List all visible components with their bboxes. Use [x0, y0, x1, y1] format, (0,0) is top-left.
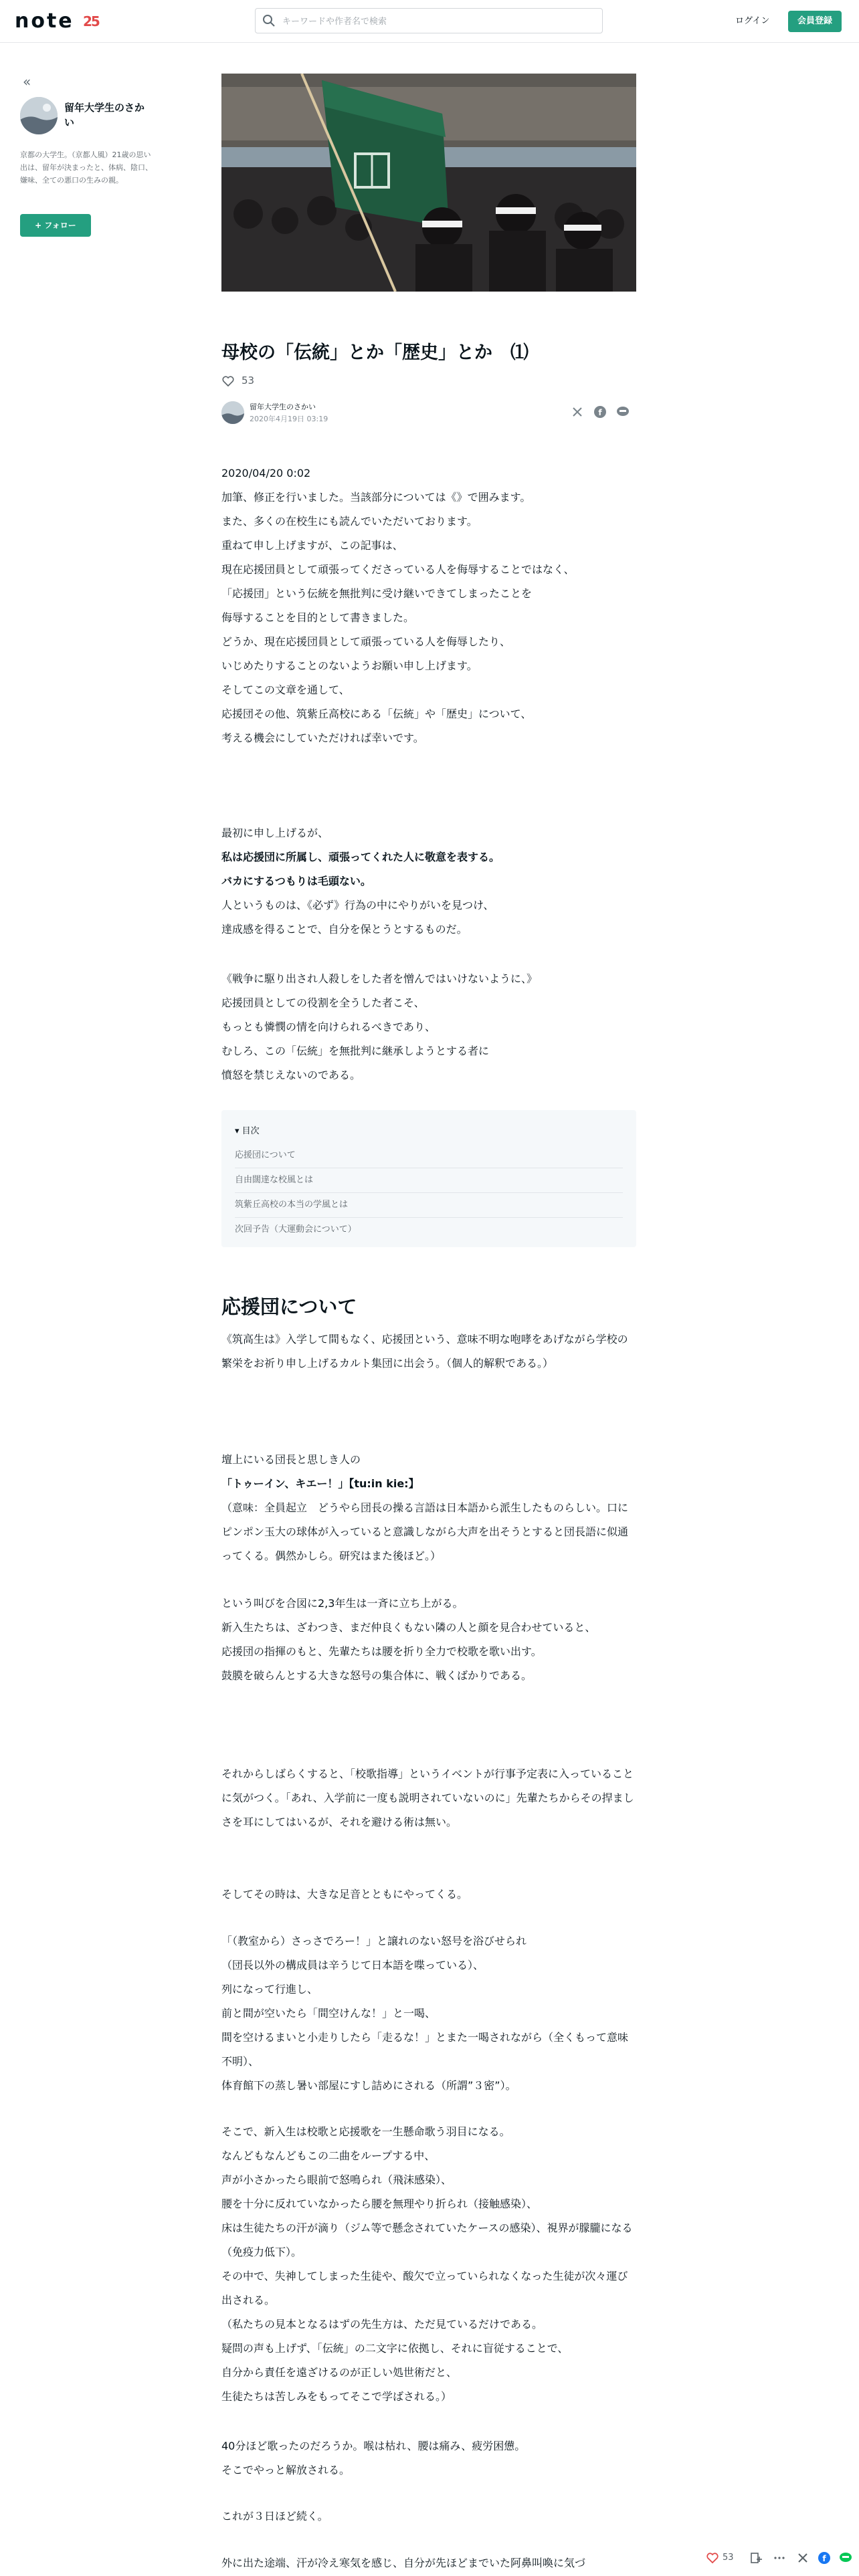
body-paragraph: 新入生たちは、ざわつき、まだ仲良くもない隣の人と顔を見合わせていると、 [221, 1621, 596, 1634]
article-title: 母校の「伝統」とか「歴史」とか ⑴ [221, 342, 529, 363]
svg-text:f: f [598, 408, 602, 417]
body-line: 列になって行進し、 [221, 1983, 318, 1996]
signup-button[interactable]: 会員登録 [788, 11, 842, 32]
body-line: 鼓膜を破らんとする大きな怒号の集合体に、戦くばかりである。 [221, 1669, 533, 1682]
x-share-icon[interactable] [571, 405, 584, 419]
revision-note [221, 461, 636, 750]
body-line: 声が小さかったら眼前で怒鳴られ（飛沫感染）、 [221, 2173, 452, 2186]
body-line-bold: バカにするつもりは毛頭ない。 [221, 875, 371, 887]
creator-avatar[interactable] [20, 97, 58, 134]
anniversary-mark: 25 [83, 13, 99, 29]
more-icon[interactable] [773, 2551, 786, 2565]
body-line: どうか、現在応援団員として頑張っている人を侮辱したり、 [221, 635, 511, 648]
floating-like-count: 53 [723, 2553, 734, 2563]
body-paragraph: その中で、失神してしまった生徒や、酸欠で立っていられなくなった生徒が次々運び出される。 [221, 2270, 628, 2306]
paragraph [221, 1929, 636, 2098]
body-line: 人というものは、《必ず》行為の中にやりがいを見つけ、 [221, 899, 494, 911]
revision-date: 2020/04/20 0:02 [221, 467, 311, 479]
paragraph [221, 2504, 636, 2529]
body-paragraph: （意味：全員起立 どうやら団長の操る言語は日本語から派生したものらしい。口にピンポン玉大の球体が入っていると意識しながら大声を出そうとすると団長語に似通ってくる。偶然かしら。研究はまた後ほど。） [221, 1501, 629, 1562]
paragraph [221, 2551, 636, 2575]
magazine-add-icon[interactable] [749, 2551, 763, 2565]
caret-down-icon: ▾ [235, 1126, 242, 1136]
body-line: 達成感を得ることで、自分を保とうとするものだ。 [221, 923, 468, 936]
author-avatar[interactable] [221, 401, 244, 424]
post-date: 2020年4月19日 03:19 [250, 415, 328, 423]
body-line: 「応援団」という伝統を無批判に受け継いできてしまったことを [221, 587, 533, 600]
body-line: 外に出た途端、汗が冷え寒気を感じ、自分が先ほどまでいた阿鼻叫喚に気づ [221, 2557, 586, 2569]
body-line: （団長以外の構成員は辛うじて日本語を喋っている）、 [221, 1959, 484, 1971]
site-header [0, 0, 859, 43]
body-line: そしてこの文章を通して、 [221, 683, 350, 696]
body-line: むしろ、この「伝統」を無批判に継承しようとする者に [221, 1045, 490, 1057]
toc-item[interactable]: 応援団について [235, 1144, 623, 1168]
body-line: これが３日ほど続く。 [221, 2510, 328, 2523]
facebook-share-icon[interactable] [593, 405, 607, 419]
follow-button[interactable] [20, 214, 91, 237]
line-share-icon[interactable] [616, 405, 630, 419]
body-line: 加筆、修正を行いました。当該部分については《》で囲みます。 [221, 491, 531, 504]
body-line-bold: 私は応援団に所属し、頑張ってくれた人に敬意を表する。 [221, 851, 500, 863]
body-line: また、多くの在校生にも読んでいただいております。 [221, 515, 478, 528]
body-line: という叫びを合図に2,3年生は一斉に立ち上がる。 [221, 1597, 464, 1610]
body-line: 最初に申し上げるが、 [221, 827, 329, 839]
author-name[interactable]: 留年大学生のさかい [250, 403, 316, 411]
heart-icon[interactable] [706, 2551, 719, 2565]
war-paragraph [221, 967, 636, 1087]
eyecatch-image [221, 74, 636, 292]
paragraph [221, 1327, 636, 1376]
floating-action-bar [702, 2547, 859, 2569]
add-user-icon: + [35, 221, 45, 230]
body-paragraph: 間を空けるまいと小走りしたら「走るな！」とまた一喝されながら（全くもって意味不明）、 [221, 2031, 629, 2068]
body-line: 応援団その他、筑紫丘高校にある「伝統」や「歴史」について、 [221, 708, 532, 720]
body-line: 生徒たちは苦しみをもってそこで学ばされる。） [221, 2390, 452, 2403]
body-line: そこで、新入生は校歌と応援歌を一生懸命歌う羽目になる。 [221, 2125, 510, 2138]
body-line: 現在応援団員として頑張ってくださっている人を侮辱することではなく、 [221, 563, 575, 576]
body-paragraph: 《筑高生は》入学して間もなく、応援団という、意味不明な咆哮をあげながら学校の繁栄をお祈り申し上げるカルト集団に出会う。（個人的解釈である。） [221, 1333, 628, 1370]
body-line: もっとも憐憫の情を向けられるべきであり、 [221, 1021, 436, 1033]
facebook-share-icon[interactable] [818, 2551, 831, 2565]
paragraph [221, 1762, 636, 1834]
body-line: 40分ほど歌ったのだろうか。喉は枯れ、腰は痛み、疲労困憊。 [221, 2440, 526, 2452]
body-paragraph: それからしばらくすると、「校歌指導」というイベントが行事予定表に入っていることに気がつく。「あれ、入学前に一度も説明されていないのに」先輩たちからその捍ましさを耳にしてはいるが、それを避ける術は無い。 [221, 1767, 634, 1828]
follow-label: フォロー [44, 221, 76, 230]
toc-item[interactable]: 次回予告（大運動会について） [235, 1224, 357, 1235]
like-count: 53 [242, 374, 255, 387]
body-paragraph: 床は生徒たちの汗が滴り（ジム等で懸念されていたケースの感染）、視界が朦朧になる（免疫力低下）。 [221, 2222, 633, 2258]
body-line: いじめたりすることのないようお願い申し上げます。 [221, 659, 478, 672]
body-line: 重ねて申し上げますが、この記事は、 [221, 539, 403, 552]
body-line: 憤怒を禁じえないのである。 [221, 1069, 361, 1081]
body-line: そこでやっと解放される。 [221, 2464, 351, 2476]
body-line: （私たちの見本となるはずの先生方は、ただ見ているだけである。 [221, 2318, 543, 2331]
body-line: 腰を十分に反れていなかったら腰を無理やり折られ（接触感染）、 [221, 2197, 538, 2210]
line-share-icon[interactable] [839, 2551, 852, 2565]
creator-bio: 京都の大学生。（京都人風）21歳の思い出は、留年が決まったと、体病、陰口、嫌味、全ての悪口の生みの親。 [20, 150, 153, 185]
paragraph [221, 1592, 636, 1688]
body-line: 応援団員としての役割を全うした者こそ、 [221, 996, 425, 1009]
paragraph [221, 1448, 636, 1568]
search-icon [262, 14, 276, 27]
search-box[interactable] [255, 8, 603, 33]
search-input[interactable] [281, 13, 591, 30]
toc-heading[interactable]: ▾ 目次 [235, 1126, 260, 1136]
body-line: なんどもなんどもこの二曲をループする中、 [221, 2149, 436, 2162]
body-line: 自分から責任を遠ざけるのが正しい処世術だと、 [221, 2366, 458, 2379]
paragraph [221, 2434, 636, 2482]
x-share-icon[interactable] [796, 2551, 809, 2565]
body-line: 応援団の指揮のもと、先輩たちは腰を折り全力で校歌を歌い出す。 [221, 1645, 542, 1658]
body-line: 壇上にいる団長と思しき人の [221, 1453, 361, 1466]
paragraph [221, 2120, 636, 2409]
table-of-contents [221, 1110, 636, 1247]
intro-paragraph [221, 821, 636, 942]
toc-item[interactable]: 自由闊達な校風とは [235, 1168, 623, 1193]
svg-text:f: f [822, 2554, 826, 2563]
body-line: 疑問の声も上げず、「伝統」の二文字に依拠し、それに盲従することで、 [221, 2342, 569, 2355]
toc-item[interactable]: 筑紫丘高校の本当の学風とは [235, 1193, 623, 1218]
body-line: 《戦争に駆り出され人殺しをした者を憎んではいけないように、》 [221, 972, 538, 985]
body-line: 侮辱することを目的として書きました。 [221, 611, 415, 624]
body-line: 体育館下の蒸し暑い部屋にすし詰めにされる（所謂”３密”）。 [221, 2079, 516, 2092]
body-line: そしてその時は、大きな足音とともにやってくる。 [221, 1888, 468, 1901]
body-line: 「（教室から）さっさでろー！」と譲れのない怒号を浴びせられ [221, 1935, 527, 1947]
collapse-sidebar-icon[interactable]: « [23, 74, 31, 90]
heart-icon[interactable] [221, 374, 235, 388]
body-line-bold: 「トゥーイン、キエー！」【tu:in kie:】 [221, 1477, 419, 1490]
note-logo[interactable]: note [15, 9, 74, 33]
body-line: 前と間が空いたら「間空けんな！」と一喝、 [221, 2007, 436, 2020]
paragraph [221, 1883, 636, 1907]
body-line: 考える機会にしていただければ幸いです。 [221, 732, 424, 744]
login-button[interactable]: ログイン [735, 16, 770, 26]
section-heading: 応援団について [221, 1295, 357, 1318]
creator-name[interactable]: 留年大学生のさかい [64, 102, 145, 128]
